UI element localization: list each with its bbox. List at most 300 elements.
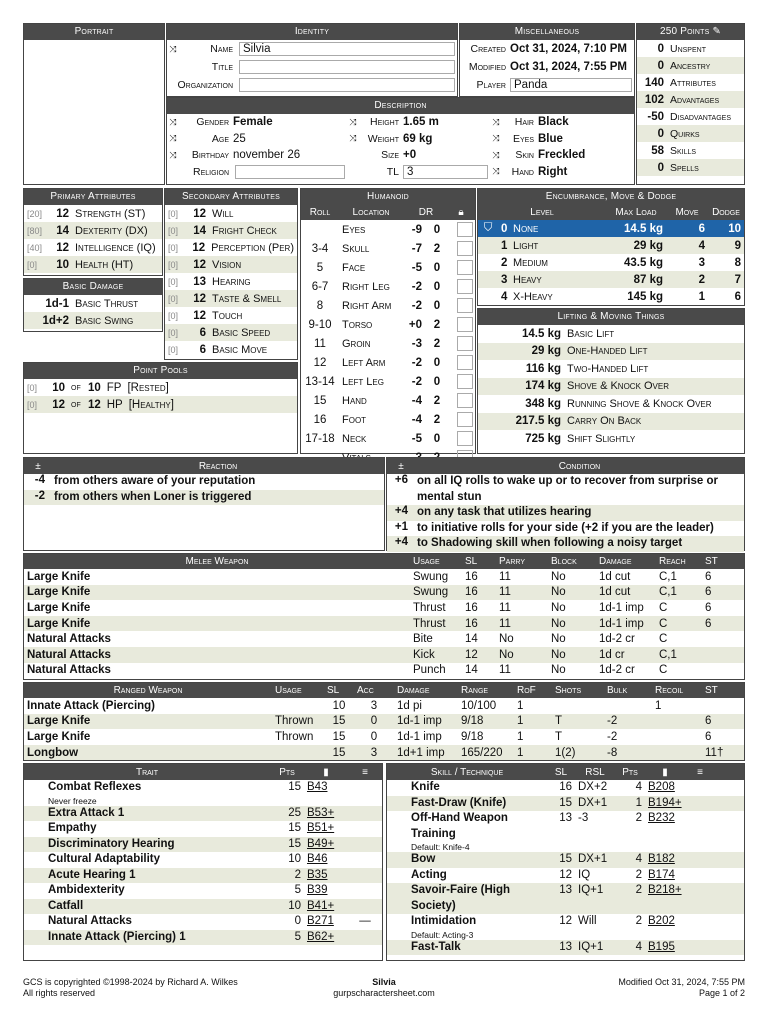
- points-header: [637, 24, 744, 40]
- randomize-icon[interactable]: ⤨: [492, 166, 500, 177]
- hit-location: Face: [342, 261, 366, 274]
- hit-modifier: -4: [411, 394, 422, 407]
- edit-icon[interactable]: ✎: [712, 26, 722, 37]
- skill-row[interactable]: [387, 868, 744, 884]
- ranged-cell: 1: [517, 746, 524, 759]
- reaction-row: [24, 490, 384, 506]
- rights-text: All rights reserved: [23, 988, 96, 998]
- skill-row[interactable]: [387, 883, 744, 914]
- reaction-title: Reaction: [198, 460, 238, 472]
- religion-field[interactable]: [235, 165, 345, 179]
- randomize-icon[interactable]: ⤨: [349, 116, 357, 127]
- skill-level: 13: [559, 884, 572, 896]
- dr-override-box[interactable]: [457, 431, 473, 446]
- skill-reference[interactable]: B195: [648, 940, 675, 953]
- attribute-value[interactable]: 12: [193, 258, 206, 271]
- basic-damage-row: [24, 295, 162, 312]
- encumbrance-max-load: 43.5 kg: [624, 256, 663, 269]
- hit-location-row: [301, 334, 475, 353]
- weight-value[interactable]: 69 kg: [403, 132, 433, 145]
- footer-site-link[interactable]: gurpscharactersheet.com: [333, 988, 435, 998]
- lifting-title: Lifting & Moving Things: [478, 309, 744, 325]
- hit-roll: 11: [314, 337, 326, 350]
- melee-cell: 12: [465, 648, 478, 661]
- attribute-cost: [20]: [27, 208, 43, 219]
- condition-text: on all IQ rolls to wake up or to recover from surprise or mental stun: [417, 475, 718, 503]
- ranged-cell: 1d pi: [397, 699, 422, 712]
- attribute-value[interactable]: 6: [199, 343, 206, 356]
- ranged-header-row: [24, 683, 744, 698]
- skill-row[interactable]: [387, 914, 744, 940]
- lift-label: Running Shove & Knock Over: [567, 397, 712, 410]
- trait-points: 5: [294, 884, 301, 896]
- attribute-cost: [0]: [168, 225, 179, 236]
- attribute-value[interactable]: 12: [192, 241, 206, 254]
- point-pool-row: [24, 379, 297, 396]
- skill-row[interactable]: [387, 796, 744, 812]
- condition-modifier: +6: [394, 474, 408, 486]
- ranged-row[interactable]: [24, 745, 744, 761]
- encumbrance-row[interactable]: [478, 271, 744, 288]
- dr-override-box[interactable]: [457, 298, 473, 313]
- randomize-icon[interactable]: ⤨: [492, 149, 500, 160]
- portrait-title: Portrait: [24, 24, 164, 40]
- melee-row[interactable]: [24, 600, 744, 616]
- reaction-text: from others aware of your reputation: [54, 475, 256, 487]
- hit-location: Torso: [342, 318, 373, 331]
- melee-cell: 1d-1 imp: [599, 617, 644, 630]
- encumbrance-row[interactable]: [478, 254, 744, 271]
- ranged-row[interactable]: [24, 729, 744, 745]
- attribute-cost: [0]: [168, 327, 179, 338]
- trait-name-text: Acute Hearing 1: [48, 868, 136, 881]
- points-label: Unspent: [670, 42, 706, 55]
- encumbrance-dodge: 7: [734, 273, 741, 286]
- encumbrance-panel: [477, 188, 745, 306]
- pool-current[interactable]: 10: [52, 381, 65, 394]
- skill-reference[interactable]: B232: [648, 812, 675, 824]
- ranged-cell: 0: [370, 730, 378, 743]
- trait-name-text: Empathy: [48, 822, 97, 834]
- skill-default: Default: Knife-4: [411, 842, 470, 852]
- dr-header: DR: [418, 207, 434, 218]
- melee-cell: No: [499, 648, 514, 661]
- hit-dr: 0: [433, 299, 441, 312]
- trait-row[interactable]: [24, 837, 382, 853]
- hit-modifier: -9: [411, 223, 422, 236]
- title-field[interactable]: [239, 60, 455, 74]
- lift-value: 174 kg: [525, 380, 561, 393]
- melee-cell: 1d-1 imp: [599, 601, 644, 614]
- trait-reference[interactable]: B271: [307, 915, 334, 927]
- trait-reference[interactable]: B46: [307, 853, 328, 865]
- ranged-row[interactable]: [24, 714, 744, 730]
- skill-name-text: Fast-Draw (Knife): [411, 796, 507, 809]
- level-header: Level: [530, 207, 554, 218]
- pool-of: of: [71, 382, 81, 393]
- melee-cell: C: [659, 664, 668, 677]
- skill-reference[interactable]: B194+: [648, 796, 682, 809]
- hit-dr: 0: [433, 375, 441, 388]
- ranged-cell: 10: [332, 699, 346, 712]
- trait-reference[interactable]: B43: [307, 781, 328, 793]
- encumbrance-move: 2: [698, 273, 705, 286]
- encumbrance-move: 1: [698, 290, 705, 303]
- points-value: 0: [657, 59, 664, 72]
- damage-label: Basic Thrust: [75, 297, 139, 310]
- height-label: Height: [370, 116, 399, 129]
- condition-modifier: +1: [394, 520, 408, 533]
- skill-relative-level: -3: [578, 812, 589, 824]
- randomize-icon[interactable]: ⤨: [349, 133, 357, 144]
- melee-cell: Large Knife: [27, 570, 91, 583]
- dr-override-box[interactable]: [457, 222, 473, 237]
- footer-page: Page 1 of 2: [698, 988, 745, 998]
- encumbrance-dodge: 8: [734, 256, 741, 269]
- hit-location-row: [301, 315, 475, 334]
- skill-row[interactable]: [387, 940, 744, 956]
- lift-value: 29 kg: [531, 345, 561, 358]
- points-row: [637, 125, 744, 142]
- attribute-value[interactable]: 12: [193, 309, 206, 322]
- hit-location-panel: [300, 188, 476, 454]
- skill-relative-level: IQ+1: [578, 940, 604, 953]
- attribute-value[interactable]: 13: [193, 275, 206, 288]
- encumbrance-row[interactable]: [478, 220, 744, 237]
- attribute-cost: [0]: [168, 259, 179, 270]
- points-label: Skills: [670, 144, 697, 157]
- ranged-cell: -2: [607, 730, 618, 743]
- description-panel: [166, 97, 635, 185]
- lifting-row: [478, 325, 744, 343]
- miscellaneous-panel: [459, 23, 635, 97]
- lift-label: Shift Slightly: [567, 432, 636, 445]
- attribute-label: Health (HT): [75, 258, 134, 271]
- trait-row[interactable]: [24, 821, 382, 837]
- attribute-value[interactable]: 12: [193, 207, 206, 220]
- move-header: Move: [675, 207, 699, 218]
- trait-name: [24, 852, 270, 868]
- lifting-row: [478, 360, 744, 378]
- dr-override-box[interactable]: [457, 317, 473, 332]
- melee-header-cell: SL: [465, 556, 478, 567]
- hit-modifier: -2: [411, 299, 422, 312]
- trait-row[interactable]: [24, 780, 382, 806]
- trait-reference[interactable]: B49+: [307, 837, 335, 850]
- randomize-icon[interactable]: ⤨: [169, 133, 177, 144]
- hit-modifier: -2: [411, 375, 422, 388]
- secondary-attribute-row: [165, 273, 297, 290]
- points-label: Advantages: [670, 93, 720, 106]
- condition-row: [387, 521, 744, 537]
- pool-state: [Healthy]: [128, 398, 174, 411]
- ranged-cell: -8: [607, 746, 618, 759]
- attribute-label: Will: [212, 207, 234, 220]
- attribute-value[interactable]: 12: [193, 292, 206, 305]
- hit-dr: 0: [433, 280, 441, 293]
- secondary-attribute-row: [165, 205, 297, 222]
- hit-location: Skull: [342, 242, 370, 255]
- pool-max[interactable]: 10: [87, 381, 101, 394]
- skill-relative-level: IQ+1: [578, 884, 604, 896]
- trait-row[interactable]: [24, 852, 382, 868]
- attribute-value[interactable]: 12: [56, 207, 69, 220]
- skill-points: 1: [635, 796, 642, 809]
- trait-points: 2: [294, 868, 301, 881]
- pool-current[interactable]: 12: [52, 398, 65, 411]
- randomize-icon[interactable]: ⤨: [169, 43, 177, 54]
- encumbrance-move: 6: [698, 222, 705, 235]
- ranged-header-cell: Range: [461, 685, 489, 696]
- condition-text: to initiative rolls for your side (+2 if you are the leader): [417, 521, 714, 534]
- tl-field[interactable]: 3: [403, 165, 488, 179]
- trait-row[interactable]: [24, 899, 382, 915]
- trait-name: [24, 914, 270, 930]
- trait-reference[interactable]: B62+: [307, 930, 335, 943]
- birthday-value[interactable]: november 26: [233, 149, 301, 162]
- player-field[interactable]: Panda: [510, 78, 632, 92]
- skill-row[interactable]: [387, 811, 744, 852]
- condition-row: [387, 536, 744, 552]
- organization-label: Organization: [177, 79, 233, 91]
- skill-reference[interactable]: B202: [648, 915, 675, 927]
- skill-points: 2: [635, 884, 642, 896]
- melee-cell: No: [551, 648, 566, 661]
- ranged-header-cell: Acc: [357, 685, 374, 696]
- melee-row[interactable]: [24, 616, 744, 632]
- melee-row[interactable]: [24, 569, 744, 585]
- trait-points: 5: [294, 930, 301, 943]
- points-value: 0: [657, 161, 664, 174]
- skill-header: Skill / Technique: [430, 766, 504, 778]
- skin-value[interactable]: Freckled: [538, 149, 586, 162]
- trait-reference[interactable]: B53+: [307, 806, 335, 819]
- skill-reference[interactable]: B182: [648, 853, 675, 865]
- dr-override-box[interactable]: [457, 279, 473, 294]
- trait-name: [24, 806, 270, 822]
- melee-cell: Natural Attacks: [27, 648, 111, 661]
- melee-cell: 6: [705, 601, 712, 614]
- attribute-value[interactable]: 14: [193, 224, 206, 237]
- trait-points: 15: [288, 837, 301, 850]
- points-row: [637, 40, 744, 57]
- footer-modified: Modified Oct 31, 2024, 7:55 PM: [618, 977, 745, 987]
- hand-value[interactable]: Right: [538, 165, 568, 178]
- attribute-value[interactable]: 12: [56, 241, 69, 254]
- ranged-cell: 165/220: [461, 746, 503, 759]
- melee-cell: C,1: [659, 586, 677, 599]
- attribute-value[interactable]: 10: [56, 258, 69, 271]
- attribute-label: Touch: [212, 309, 243, 322]
- melee-cell: No: [551, 617, 566, 630]
- hit-location-row: [301, 391, 475, 410]
- ranged-header-cell: Ranged Weapon: [113, 685, 183, 696]
- encumbrance-label: Light: [513, 239, 539, 252]
- skill-relative-level: DX+1: [578, 796, 608, 809]
- randomize-icon[interactable]: ⤨: [492, 116, 500, 127]
- lift-value: 725 kg: [525, 432, 561, 445]
- skill-row[interactable]: [387, 780, 744, 796]
- identity-title: Identity: [167, 24, 457, 40]
- encumbrance-row[interactable]: [478, 237, 744, 254]
- ranged-header-cell: Bulk: [607, 685, 628, 696]
- trait-reference[interactable]: B51+: [307, 822, 335, 834]
- lifting-row: [478, 343, 744, 361]
- ranged-cell: T: [555, 730, 563, 743]
- identity-panel: [166, 23, 458, 97]
- hit-location-row: [301, 220, 475, 239]
- name-field[interactable]: Silvia: [239, 42, 455, 56]
- skill-row[interactable]: [387, 852, 744, 868]
- hit-location: Right Arm: [342, 299, 392, 312]
- encumbrance-label: Medium: [513, 256, 548, 269]
- ranged-header-cell: RoF: [517, 685, 536, 696]
- attribute-label: Basic Move: [212, 343, 268, 356]
- trait-points: 0: [294, 915, 301, 927]
- trait-extra: —: [359, 915, 371, 927]
- melee-cell: 11: [499, 601, 511, 614]
- dr-override-box[interactable]: [457, 393, 473, 408]
- trait-points: 15: [288, 822, 301, 834]
- dr-override-box[interactable]: [457, 241, 473, 256]
- description-title: Description: [167, 98, 634, 114]
- trait-points: 25: [288, 806, 301, 819]
- points-label: Disadvantages: [670, 110, 732, 123]
- modified-value: Oct 31, 2024, 7:55 PM: [510, 61, 627, 73]
- dr-override-box[interactable]: [457, 412, 473, 427]
- point-pools-panel: [23, 362, 298, 454]
- ranged-cell: 1: [655, 699, 662, 712]
- weight-icon: ⛉: [483, 222, 493, 234]
- dr-override-box[interactable]: [457, 260, 473, 275]
- trait-points: 10: [288, 899, 301, 912]
- trait-header: Trait: [135, 766, 159, 778]
- trait-name-text: Natural Attacks: [48, 915, 132, 927]
- skill-reference[interactable]: B208: [648, 781, 675, 793]
- lifting-row: [478, 395, 744, 413]
- skill-rsl-header: RSL: [585, 766, 605, 778]
- skill-reference[interactable]: B174: [648, 868, 675, 881]
- melee-cell: No: [551, 570, 566, 583]
- melee-cell: 1d-2 cr: [599, 664, 635, 677]
- name-label: Name: [210, 43, 233, 55]
- melee-row[interactable]: [24, 631, 744, 647]
- attribute-cost: [0]: [168, 344, 179, 355]
- trait-reference[interactable]: B35: [307, 868, 328, 881]
- basic-damage-row: [24, 312, 162, 329]
- reaction-modifier-header: ±: [35, 460, 41, 472]
- secondary-attribute-row: [165, 256, 297, 273]
- lifting-panel: [477, 308, 745, 454]
- ranged-cell: 1d-1 imp: [397, 715, 442, 728]
- melee-cell: No: [551, 586, 566, 599]
- age-value[interactable]: 25: [233, 132, 246, 145]
- randomize-icon[interactable]: ⤨: [169, 116, 177, 127]
- trait-name-text: Ambidexterity: [48, 884, 125, 896]
- encumbrance-row[interactable]: [478, 288, 744, 305]
- melee-cell: No: [499, 633, 514, 646]
- created-value: Oct 31, 2024, 7:10 PM: [510, 43, 627, 55]
- trait-reference[interactable]: B41+: [307, 899, 335, 912]
- height-value[interactable]: 1.65 m: [403, 116, 439, 129]
- trait-row[interactable]: [24, 883, 382, 899]
- trait-row[interactable]: [24, 868, 382, 884]
- pool-max[interactable]: 12: [87, 398, 101, 411]
- dr-override-box[interactable]: [457, 374, 473, 389]
- eyes-value[interactable]: Blue: [538, 132, 563, 145]
- condition-title: Condition: [558, 460, 601, 472]
- melee-cell: 14: [465, 633, 478, 646]
- skill-pts-header: Pts: [622, 766, 638, 778]
- hair-value[interactable]: Black: [538, 116, 569, 129]
- points-panel: [636, 23, 745, 185]
- ranged-row[interactable]: [24, 698, 744, 714]
- ranged-cell: 1: [517, 730, 524, 743]
- randomize-icon[interactable]: ⤨: [169, 149, 177, 160]
- hit-location-row: [301, 258, 475, 277]
- hit-roll: 5: [316, 261, 324, 274]
- melee-cell: 14: [465, 664, 478, 677]
- gender-value[interactable]: Female: [233, 116, 273, 129]
- dr-override-box[interactable]: [457, 336, 473, 351]
- melee-cell: Swung: [413, 586, 449, 599]
- hit-roll: 9-10: [308, 318, 332, 331]
- trait-row[interactable]: [24, 806, 382, 822]
- encumbrance-max-load: 87 kg: [633, 273, 663, 286]
- bookmark-icon: ▮: [662, 766, 668, 778]
- database-icon: ≡: [362, 766, 368, 778]
- attribute-cost: [0]: [168, 242, 179, 253]
- hit-location: Eyes: [342, 223, 366, 236]
- ranged-header-cell: Recoil: [655, 685, 684, 696]
- attribute-label: Perception (Per): [211, 241, 294, 254]
- dr-override-box[interactable]: [457, 355, 473, 370]
- attribute-label: Vision: [212, 258, 242, 271]
- organization-field[interactable]: [239, 78, 455, 92]
- pool-cost: [0]: [27, 382, 38, 393]
- condition-modifier-header: ±: [398, 460, 404, 472]
- hit-modifier: -4: [411, 413, 422, 426]
- melee-row[interactable]: [24, 585, 744, 601]
- trait-row[interactable]: [24, 914, 382, 930]
- melee-cell: 11: [499, 570, 511, 583]
- melee-row[interactable]: [24, 647, 744, 663]
- size-value[interactable]: +0: [403, 149, 417, 162]
- trait-row[interactable]: [24, 930, 382, 946]
- hit-dr: 2: [433, 318, 441, 331]
- ranged-cell: 11†: [705, 746, 724, 759]
- skill-relative-level: Will: [578, 915, 597, 927]
- skill-level: 13: [559, 940, 572, 953]
- secondary-attribute-row: [165, 307, 297, 324]
- attribute-value[interactable]: 14: [56, 224, 69, 237]
- pool-name: FP: [106, 381, 122, 394]
- hand-label: Hand: [511, 165, 534, 178]
- skill-points: 2: [635, 915, 642, 927]
- trait-reference[interactable]: B39: [307, 884, 328, 896]
- primary-attribute-row: [24, 256, 162, 273]
- skill-level: 13: [559, 812, 572, 824]
- hit-dr: 0: [433, 223, 441, 236]
- melee-row[interactable]: [24, 663, 744, 679]
- skill-reference[interactable]: B218+: [648, 884, 682, 896]
- ranged-cell: 3: [370, 699, 378, 712]
- ranged-cell: 9/18: [461, 715, 484, 728]
- pool-state: [Rested]: [127, 381, 169, 394]
- randomize-icon[interactable]: ⤨: [492, 133, 500, 144]
- attribute-label: Strength (ST): [75, 207, 146, 220]
- attribute-value[interactable]: 6: [199, 326, 206, 339]
